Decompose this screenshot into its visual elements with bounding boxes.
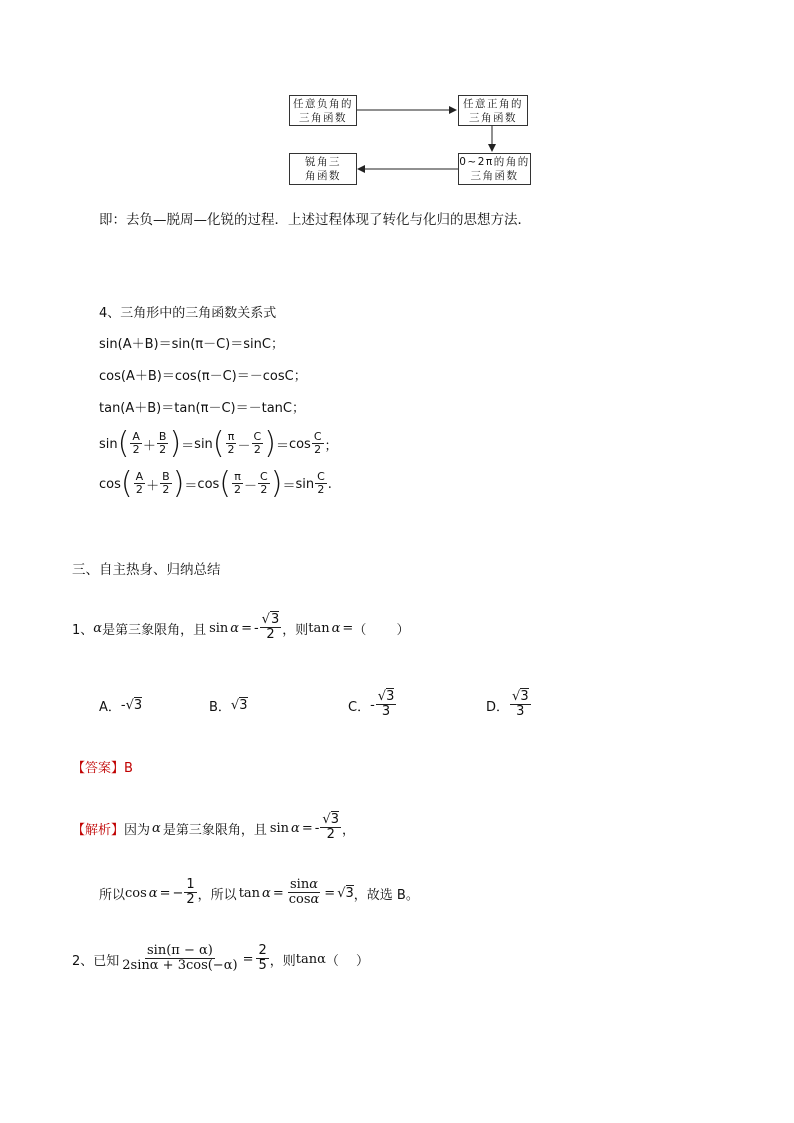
flow-box-positive-angle: 任意正角的 三角函数 xyxy=(458,95,528,126)
analysis-line-1: 【解析】 因为 α 是第三象限角，且 sin α = - $\frac{√3}{2}$ ， xyxy=(72,811,356,843)
answer-value: B xyxy=(124,761,133,776)
formula-sin-sum: sin(A＋B)＝sin(π－C)＝sinC； xyxy=(99,337,284,352)
flow-box-acute-angle: 锐角三 角函数 xyxy=(289,153,357,185)
flow-diagram xyxy=(0,0,794,200)
flow-box-0-2pi-angle: 0~2π的角的 三角函数 xyxy=(458,153,531,185)
formula-cos-sum: cos(A＋B)＝cos(π－C)＝－cosC； xyxy=(99,369,307,384)
option-a[interactable]: A． - √ 3 xyxy=(99,697,143,715)
option-d[interactable]: D． $\frac{√3}{3}$ xyxy=(486,688,529,720)
question-1: 1、 α 是第三象限角，且 sin α = - $\frac{√3}{2}$ ，则 tan α = （ ） xyxy=(72,611,410,643)
formula-tan-sum: tan(A＋B)＝tan(π－C)＝－tanC； xyxy=(99,401,305,416)
formula-sin-half: sin ( $\frac{A}{2}$ ＋ $\frac{B}{2}$ ) ＝ sin ( $\frac{\pi}{2}$ － $\frac{C}{2}$ ) ＝ cos $\frac{C}{2}$ ； xyxy=(99,426,338,461)
answer-line xyxy=(72,757,133,776)
flow-summary: 即：去负—脱周—化锐的过程．上述过程体现了转化与化归的思想方法． xyxy=(99,212,531,228)
analysis-line-2: 所以 cos α = − $\frac{1}{2}$ ，所以 tan α = $\frac{\sin\alpha}{\cos\alpha}$ = √ 3 ，故选 B。 xyxy=(99,876,419,908)
flow-box-negative-angle: 任意负角的 三角函数 xyxy=(289,95,357,126)
option-b[interactable]: B． √ 3 xyxy=(209,697,248,715)
answer-tag: 【答案】 xyxy=(72,761,125,776)
formula-cos-half: cos ( $\frac{A}{2}$ ＋ $\frac{B}{2}$ ) ＝ cos ( $\frac{\pi}{2}$ － $\frac{C}{2}$ ) ＝ sin $\frac{C}{2}$ . xyxy=(99,466,332,501)
option-c[interactable]: C． - $\frac{√3}{3}$ xyxy=(348,688,395,720)
question-2: 2、已知 $\frac{\sin(\pi - \alpha)}{2\sin\alpha + 3\cos(-\alpha)}$ = $\frac{2}{5}$ ，则 tanα （ ） xyxy=(72,942,370,974)
section-4-title: 4、三角形中的三角函数关系式 xyxy=(99,306,277,321)
section-3-title: 三、自主热身、归纳总结 xyxy=(72,562,221,578)
